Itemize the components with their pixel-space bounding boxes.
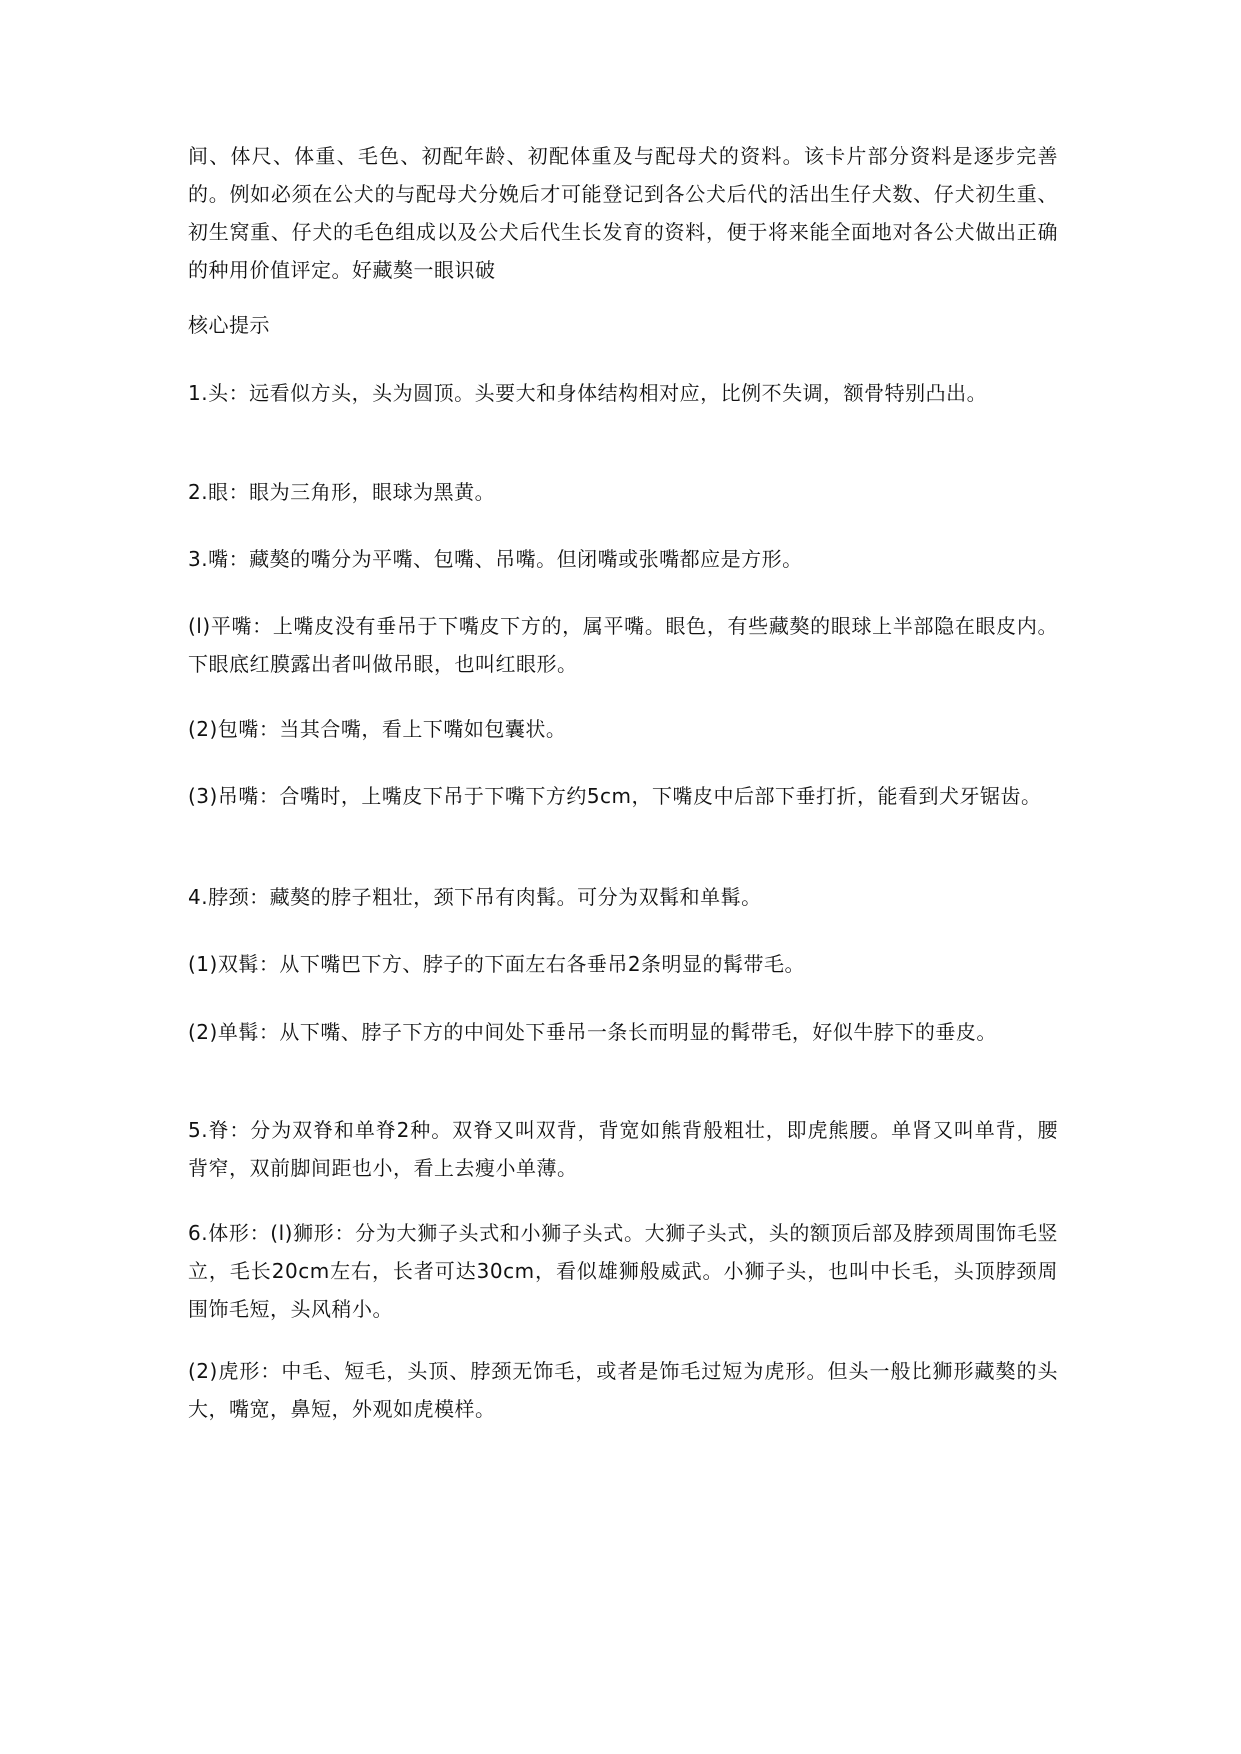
item-mouth-wrapped: (2)包嘴：当其合嘴，看上下嘴如包囊状。 xyxy=(188,717,567,741)
item-mouth-flat: (l)平嘴：上嘴皮没有垂吊于下嘴皮下方的，属平嘴。眼色，有些藏獒的眼球上半部隐在眼皮内。下眼底红膜露出者叫做吊眼，也叫红眼形。 xyxy=(188,614,1058,676)
item-mouth: 3.嘴：藏獒的嘴分为平嘴、包嘴、吊嘴。但闭嘴或张嘴都应是方形。 xyxy=(188,547,803,571)
item-neck-single: (2)单髯：从下嘴、脖子下方的中间处下垂吊一条长而明显的髯带毛，好似牛脖下的垂皮。 xyxy=(188,1020,997,1044)
intro-paragraph: 间、体尺、体重、毛色、初配年龄、初配体重及与配母犬的资料。该卡片部分资料是逐步完善的。例如必须在公犬的与配母犬分娩后才可能登记到各公犬后代的活出生仔犬数、仔犬初生重、初生窝重、仔犬的毛色组成以及公犬后代生长发育的资料，便于将来能全面地对各公犬做出正确的种用价值评定。好藏獒一眼识破 xyxy=(188,144,1058,282)
item-neck: 4.脖颈：藏獒的脖子粗壮，颈下吊有肉髯。可分为双髯和单髯。 xyxy=(188,885,762,909)
item-neck-double: (1)双髯：从下嘴巴下方、脖子的下面左右各垂吊2条明显的髯带毛。 xyxy=(188,952,806,976)
section-heading: 核心提示 xyxy=(188,313,270,337)
item-head: 1.头：远看似方头，头为圆顶。头要大和身体结构相对应，比例不失调，额骨特别凸出。 xyxy=(188,381,988,405)
item-spine: 5.脊：分为双脊和单脊2种。双脊又叫双背，背宽如熊背般粗壮，即虎熊腰。单肾又叫单背，腰背窄，双前脚间距也小，看上去瘦小单薄。 xyxy=(188,1118,1058,1180)
item-body-tiger: (2)虎形：中毛、短毛，头顶、脖颈无饰毛，或者是饰毛过短为虎形。但头一般比狮形藏獒的头大，嘴宽，鼻短，外观如虎模样。 xyxy=(188,1359,1058,1421)
item-mouth-hanging: (3)吊嘴：合嘴时，上嘴皮下吊于下嘴下方约5cm，下嘴皮中后部下垂打折，能看到犬牙锯齿。 xyxy=(188,784,1042,808)
item-eyes: 2.眼：眼为三角形，眼球为黑黄。 xyxy=(188,480,496,504)
item-body-lion: 6.体形：(l)狮形：分为大狮子头式和小狮子头式。大狮子头式，头的额顶后部及脖颈周围饰毛竖立，毛长20cm左右，长者可达30cm，看似雄狮般威武。小狮子头，也叫中长毛，头顶脖颈周围饰毛短，头风稍小。 xyxy=(188,1221,1058,1321)
